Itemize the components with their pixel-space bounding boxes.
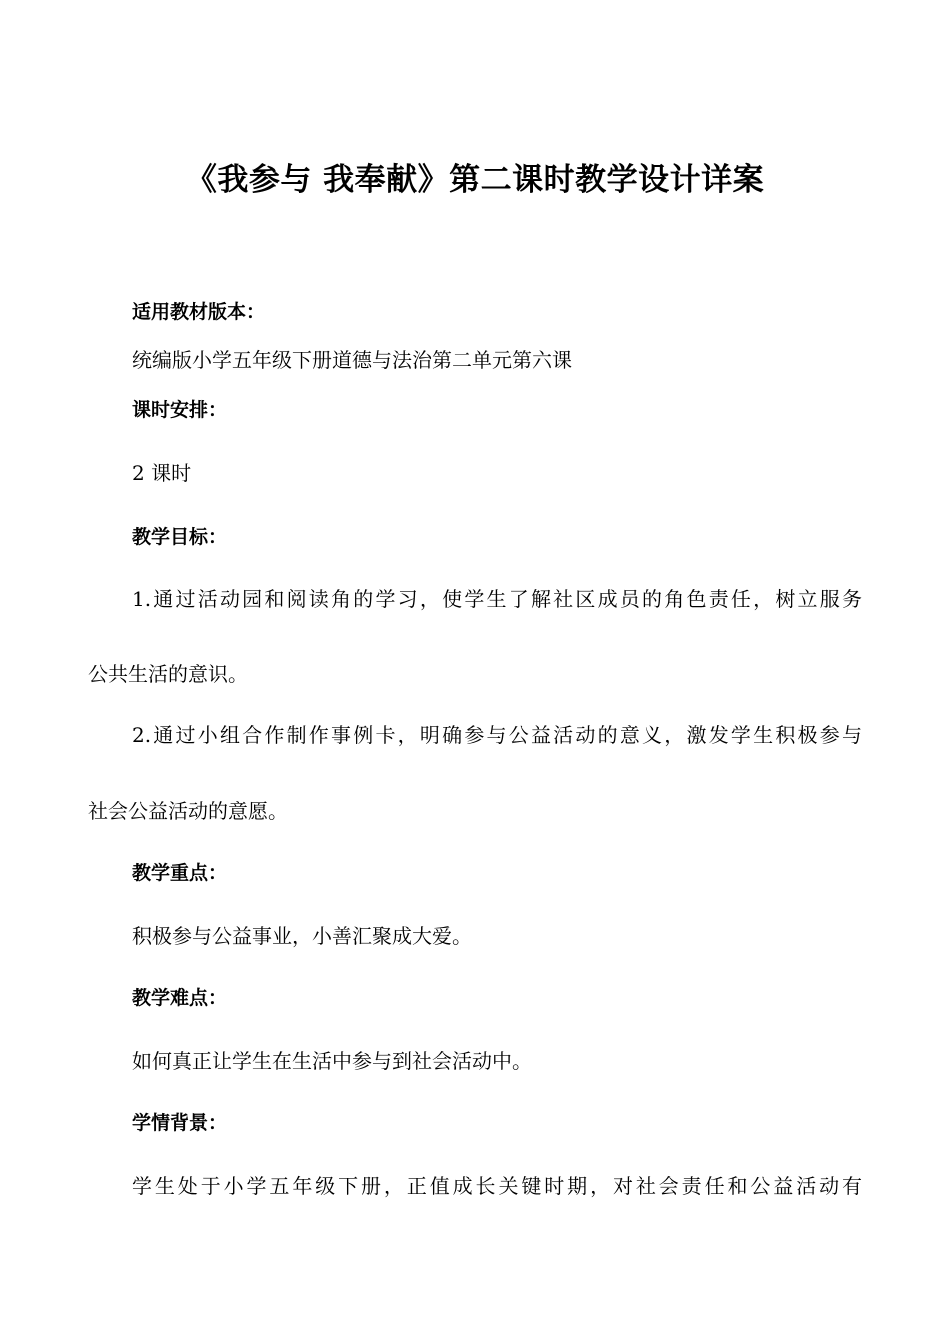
objective-1-line-2: 公共生活的意识。	[88, 662, 248, 686]
schedule-content: 2 课时	[132, 461, 192, 485]
objective-2-line-1: 2.通过小组合作制作事例卡，明确参与公益活动的意义，激发学生积极参与	[132, 723, 862, 747]
key-point-content: 积极参与公益事业，小善汇聚成大爱。	[132, 924, 472, 948]
textbook-content: 统编版小学五年级下册道德与法治第二单元第六课	[132, 348, 572, 372]
difficulty-heading: 教学难点：	[132, 987, 228, 1009]
schedule-heading: 课时安排：	[132, 399, 228, 421]
objectives-heading: 教学目标：	[132, 526, 228, 548]
document-title: 《我参与 我奉献》第二课时教学设计详案	[185, 162, 765, 198]
background-heading: 学情背景：	[132, 1112, 228, 1134]
key-point-heading: 教学重点：	[132, 862, 228, 884]
objective-2-line-2: 社会公益活动的意愿。	[88, 799, 288, 823]
objective-1-line-1: 1.通过活动园和阅读角的学习，使学生了解社区成员的角色责任，树立服务	[132, 587, 862, 611]
difficulty-content: 如何真正让学生在生活中参与到社会活动中。	[132, 1049, 532, 1073]
background-line-1: 学生处于小学五年级下册，正值成长关键时期，对社会责任和公益活动有	[132, 1174, 862, 1198]
textbook-heading: 适用教材版本：	[132, 301, 266, 323]
